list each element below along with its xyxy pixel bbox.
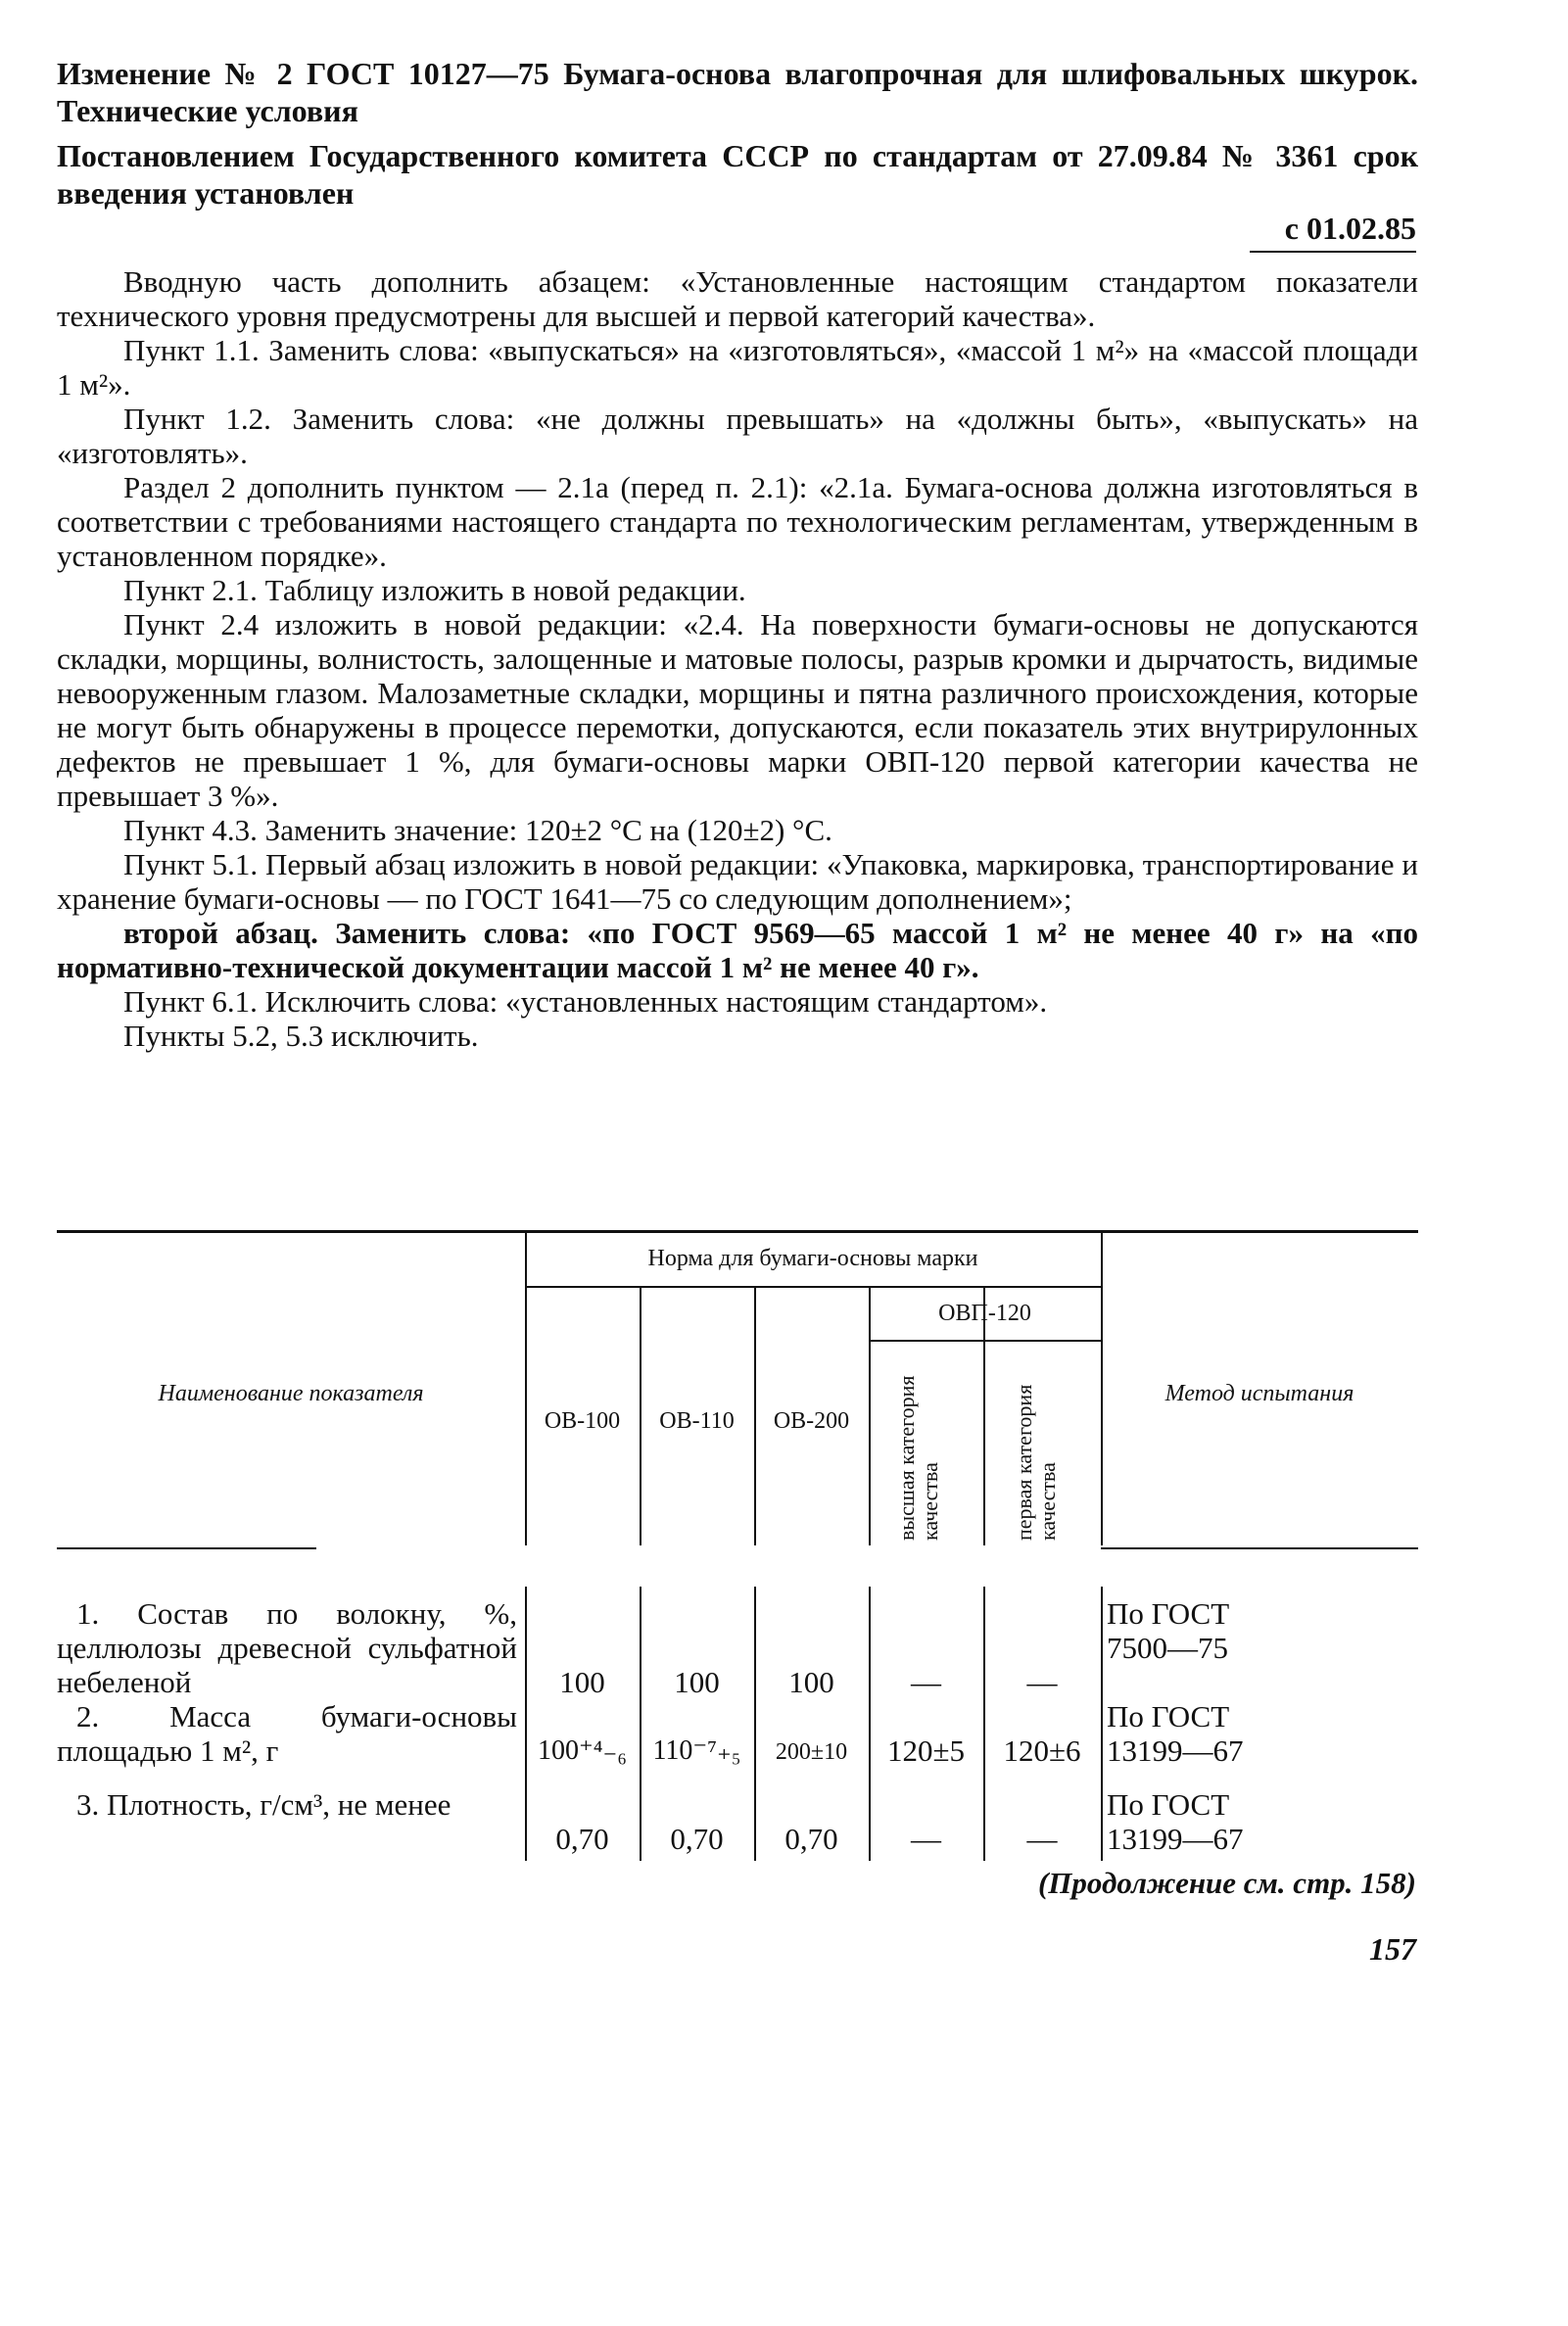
table-header-rule-left [57,1547,316,1549]
effective-date: с 01.02.85 [1284,211,1416,246]
ovp-first-category: первая категория качества [1012,1384,1060,1541]
table-cell: 0,70 [670,1822,724,1856]
paragraph-1-2: Пункт 1.2. Заменить слова: «не должны превышать» на «должны быть», «выпускать» на «изготовлять». [57,402,1418,470]
paragraph-5-1-second: второй абзац. Заменить слова: «по ГОСТ 9569—65 массой 1 м² не менее 40 г» на «по нормативно-технической документации массой 1 м² не менее 40 г». [57,916,1418,984]
table-cell: — [1026,1665,1058,1699]
paragraph-2-4: Пункт 2.4 изложить в новой редакции: «2.4. На поверхности бумаги-основы не допускаются складки, морщины, волнистость, залощенные и матовые полосы, разрыв кромки и дырчатость, видимые невооруженным глазом. Малозаметные складки, морщины и пятна различного происхождения, которые не могут быть обнаружены в процессе перемотки, допускаются, если показатель этих внутрирулонных дефектов не превышает 1 %, для бумаги-основы марки ОВП-120 первой категории качества не превышает 3 %». [57,607,1418,813]
table-header-rule-right [1101,1547,1418,1549]
table-header [57,1232,1418,1545]
paragraph-intro: Вводную часть дополнить абзацем: «Установленные настоящим стандартом показатели технического уровня предусмотрены для высшей и первой категорий качества». [57,264,1418,333]
ovp-top-category: высшая категория качества [894,1375,942,1541]
table-row-name: 2. Масса бумаги-основы площадью 1 м², г [57,1699,517,1768]
table-cell: 0,70 [784,1822,838,1856]
grade-ov110: ОВ-110 [659,1408,735,1434]
paragraph-section-2: Раздел 2 дополнить пунктом — 2.1а (перед п. 2.1): «2.1а. Бумага-основа должна изготовляться в соответствии с требованиями настоящего стандарта по технологическим регламентам, утвержденным в установленном порядке». [57,470,1418,573]
table-cell: 100 [788,1665,834,1699]
table-cell: 200±10 [775,1739,848,1765]
table-cell: — [1026,1822,1058,1856]
grade-ov100: ОВ-100 [544,1408,621,1434]
table-cell: 100⁺⁴₋₆ [537,1735,628,1766]
table-cell: — [911,1822,941,1856]
table-method: По ГОСТ 7500—75 [1107,1596,1230,1665]
table-cell: 120±6 [1003,1733,1081,1768]
amendment-body [57,264,1418,1053]
table-row-name: 3. Плотность, г/см³, не менее [76,1787,451,1822]
ovp-header: ОВП-120 [938,1301,1031,1326]
paragraph-2-1: Пункт 2.1. Таблицу изложить в новой редакции. [123,573,746,607]
name-column-header: Наименование показателя [158,1381,424,1406]
paragraph-1-1: Пункт 1.1. Заменить слова: «выпускаться» на «изготовляться», «массой 1 м²» на «массой площади 1 м²». [57,333,1418,402]
table-method: По ГОСТ 13199—67 [1107,1787,1244,1856]
table-method: По ГОСТ 13199—67 [1107,1699,1244,1768]
table-cell: 110⁻⁷₊₅ [652,1735,741,1766]
date-underline [1250,251,1416,253]
norm-header: Норма для бумаги-основы марки [647,1246,978,1271]
table-cell: 120±5 [886,1733,965,1768]
table-cell: 100 [559,1665,605,1699]
decree-text: Постановлением Государственного комитета СССР по стандартам от 27.09.84 № 3361 срок введения установлен [57,138,1418,211]
paragraph-5-2-5-3: Пункты 5.2, 5.3 исключить. [123,1019,479,1053]
table-cell: 100 [674,1665,720,1699]
method-column-header: Метод испытания [1164,1381,1354,1406]
grade-ov200: ОВ-200 [773,1408,850,1434]
page-number: 157 [1369,1931,1416,1967]
paragraph-6-1: Пункт 6.1. Исключить слова: «установленных настоящим стандартом». [123,984,1048,1019]
table-cell: — [911,1665,941,1699]
table-cell: 0,70 [555,1822,609,1856]
paragraph-4-3: Пункт 4.3. Заменить значение: 120±2 °С на (120±2) °С. [123,813,832,847]
amendment-title: Изменение № 2 ГОСТ 10127—75 Бумага-основа влагопрочная для шлифовальных шкурок. Технические условия [57,56,1418,128]
paragraph-5-1: Пункт 5.1. Первый абзац изложить в новой редакции: «Упаковка, маркировка, транспортирование и хранение бумаги-основы — по ГОСТ 1641—75 со следующим дополнением»; [57,847,1418,916]
table-row-name: 1. Состав по волокну, %, целлюлозы древесной сульфатной небеленой [57,1596,517,1699]
continued-note: (Продолжение см. стр. 158) [1037,1866,1416,1900]
